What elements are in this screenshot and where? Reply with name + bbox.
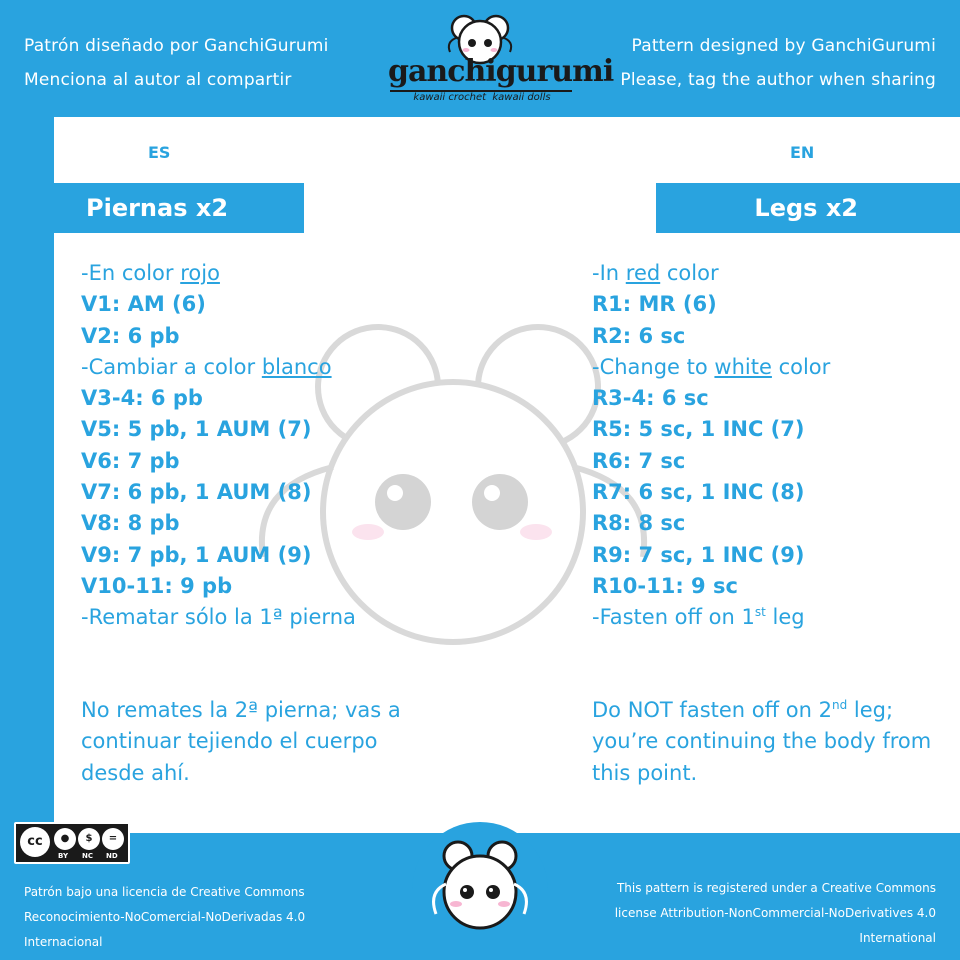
instruction-line: R5: 5 sc, 1 INC (7) bbox=[592, 417, 805, 442]
instructions-en bbox=[592, 258, 952, 634]
instruction-line: R10-11: 9 sc bbox=[592, 573, 738, 598]
instruction-line: V2: 6 pb bbox=[81, 323, 180, 348]
badge-label-by: BY bbox=[58, 852, 69, 860]
license-text-en: This pattern is registered under a Creative Commons license Attribution-NonCommercial-NoDerivatives 4.0 International bbox=[614, 881, 936, 945]
badge-label-nd: ND bbox=[106, 852, 118, 860]
header-right-line2: Please, tag the author when sharing bbox=[620, 70, 936, 90]
instructions-es bbox=[81, 258, 501, 634]
instruction-line: -Rematar sólo la 1ª pierna bbox=[81, 605, 356, 630]
header-left-line2: Menciona al autor al compartir bbox=[24, 70, 292, 90]
instruction-line: R2: 6 sc bbox=[592, 323, 686, 348]
noncommercial-icon: $ bbox=[78, 828, 100, 850]
attribution-icon: ● bbox=[54, 828, 76, 850]
mascot-footer-icon bbox=[412, 820, 548, 960]
instruction-line: R1: MR (6) bbox=[592, 292, 717, 317]
section-title-en: Legs x2 bbox=[656, 183, 960, 233]
instruction-line: -En color rojo bbox=[81, 261, 220, 285]
instruction-line: V3-4: 6 pb bbox=[81, 386, 203, 411]
instruction-line: V7: 6 pb, 1 AUM (8) bbox=[81, 480, 312, 505]
header-left-line1: Patrón diseñado por GanchiGurumi bbox=[24, 36, 329, 56]
instruction-line: V5: 5 pb, 1 AUM (7) bbox=[81, 417, 312, 442]
lang-label-es: ES bbox=[148, 143, 171, 162]
instruction-line: R8: 8 sc bbox=[592, 511, 686, 536]
instruction-line: V1: AM (6) bbox=[81, 292, 206, 317]
note-es: No remates la 2ª pierna; vas a continuar tejiendo el cuerpo desde ahí. bbox=[81, 698, 401, 785]
instruction-line: R6: 7 sc bbox=[592, 448, 686, 473]
instruction-line: V8: 8 pb bbox=[81, 511, 180, 536]
cc-icon: cc bbox=[20, 827, 50, 857]
lang-label-en: EN bbox=[790, 143, 815, 162]
instruction-line: -In red color bbox=[592, 261, 719, 285]
note-en: Do NOT fasten off on 2nd leg; you’re continuing the body from this point. bbox=[592, 698, 932, 785]
cc-license-badge bbox=[14, 822, 130, 864]
badge-label-nc: NC bbox=[82, 852, 93, 860]
instruction-line: V9: 7 pb, 1 AUM (9) bbox=[81, 542, 312, 567]
logo-wordmark: ganchigurumi bbox=[388, 54, 614, 89]
instruction-line: -Fasten off on 1st leg bbox=[592, 605, 805, 630]
instruction-line: R9: 7 sc, 1 INC (9) bbox=[592, 542, 805, 567]
section-title-es: Piernas x2 bbox=[54, 183, 304, 233]
header-right bbox=[620, 29, 936, 97]
noderivatives-icon: = bbox=[102, 828, 124, 850]
instruction-line: -Cambiar a color blanco bbox=[81, 354, 332, 379]
instruction-line: V10-11: 9 pb bbox=[81, 573, 233, 598]
header-right-line1: Pattern designed by GanchiGurumi bbox=[631, 36, 936, 56]
instruction-line: V6: 7 pb bbox=[81, 448, 180, 473]
instruction-line: R3-4: 6 sc bbox=[592, 386, 709, 411]
logo-tagline: kawaii crochet kawaii dolls bbox=[413, 92, 551, 103]
header-left bbox=[24, 29, 329, 97]
instruction-line: -Change to white color bbox=[592, 354, 831, 379]
ganchigurumi-logo bbox=[380, 8, 614, 116]
license-text-es: Patrón bajo una licencia de Creative Commons Reconocimiento-NoComercial-NoDerivadas 4.0 Internacional bbox=[24, 885, 306, 949]
instruction-line: R7: 6 sc, 1 INC (8) bbox=[592, 480, 805, 505]
pattern-panel bbox=[54, 117, 960, 833]
